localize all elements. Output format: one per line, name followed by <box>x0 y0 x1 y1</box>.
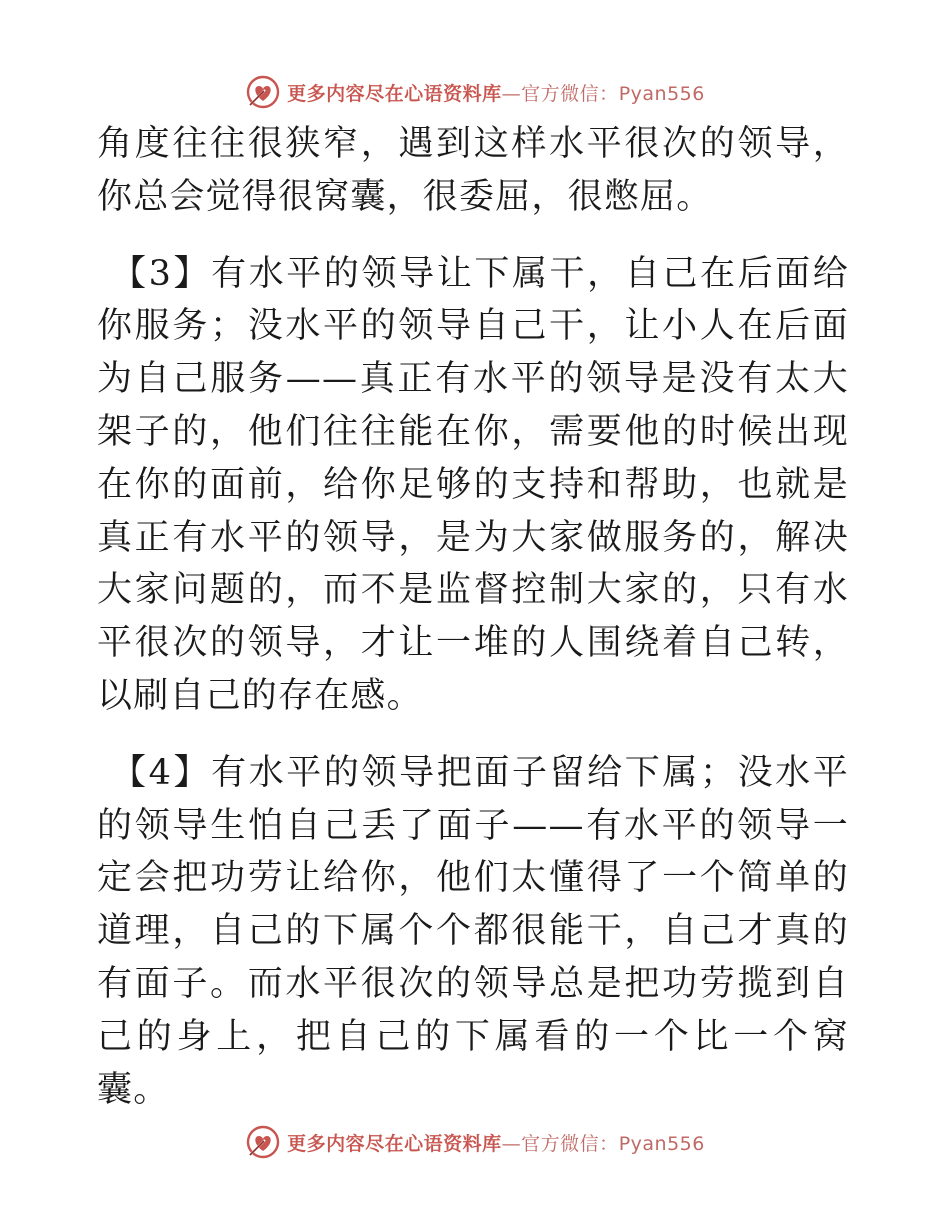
watermark-title: 更多内容尽在心语资料库 <box>287 82 502 105</box>
heart-pen-logo-icon <box>245 74 281 110</box>
paragraph-point-3: 【3】有水平的领导让下属干，自己在后面给你服务；没水平的领导自己干，让小人在后面为自己服务——真正有水平的领导是没有太大架子的，他们往往能在你，需要他的时候出现在你的面前，给你足够的支持和帮助，也就是真正有水平的领导，是为大家做服务的，解决大家问题的，而不是监督控制大家的，只有水平很次的领导，才让一堆的人围绕着自己转，以刷自己的存在感。 <box>97 253 849 716</box>
watermark-wechat-label: —官方微信： <box>501 82 619 105</box>
heart-pen-logo-icon <box>245 1124 281 1160</box>
watermark-text <box>287 79 705 106</box>
watermark-wechat-id: Pyan556 <box>618 1132 705 1155</box>
footer-watermark <box>0 1122 950 1162</box>
header-watermark <box>0 72 950 112</box>
watermark-title: 更多内容尽在心语资料库 <box>287 1132 502 1155</box>
watermark-wechat-label: —官方微信： <box>501 1132 619 1155</box>
paragraph-point-4: 【4】有水平的领导把面子留给下属；没水平的领导生怕自己丢了面子——有水平的领导一定会把功劳让给你，他们太懂得了一个简单的道理，自己的下属个个都很能干，自己才真的有面子。而水平很次的领导总是把功劳揽到自己的身上，把自己的下属看的一个比一个窝囊。 <box>97 752 849 1110</box>
watermark-text <box>287 1129 705 1156</box>
paragraph-continued: 角度往往很狭窄，遇到这样水平很次的领导，你总会觉得很窝囊，很委屈，很憋屈。 <box>97 124 849 217</box>
watermark-wechat-id: Pyan556 <box>618 82 705 105</box>
document-body <box>97 118 849 1116</box>
